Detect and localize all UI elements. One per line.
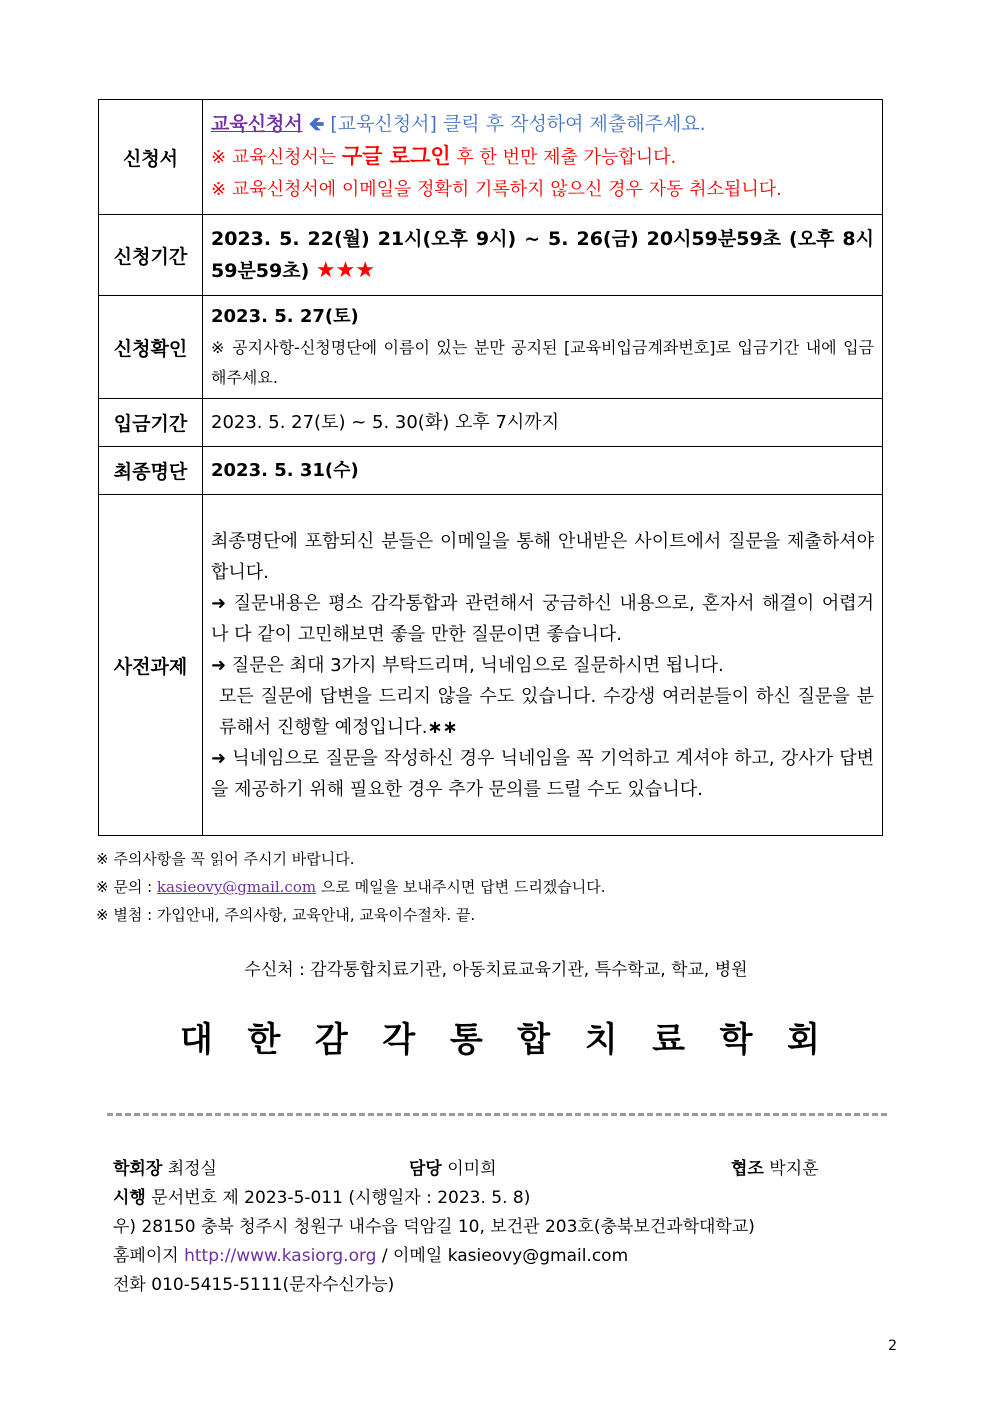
period-text: 2023. 5. 22(월) 21시(오후 9시) ~ 5. 26(금) 20시59분59초 (오후 8시 59분59초) [211, 228, 874, 282]
president-label: 학회장 [113, 1159, 163, 1179]
confirm-cell [203, 296, 883, 399]
confirm-date: 2023. 5. 27(토) [211, 306, 359, 327]
org-char: 각 [382, 1020, 416, 1060]
info-table [98, 99, 883, 836]
task-header: 사전과제 [99, 495, 203, 836]
period-header: 신청기간 [99, 215, 203, 296]
confirm-note: ※ 공지사항-신청명단에 이름이 있는 분만 공지된 [교육비입금계좌번호]로 입금기간 내에 입금해주세요. [211, 338, 874, 387]
note1-post: 후 한 번만 제출 가능합니다. [456, 147, 677, 168]
task-paragraph-4 [211, 681, 874, 743]
homepage-link[interactable]: http://www.kasiorg.org [184, 1246, 377, 1266]
homepage-label: 홈페이지 [113, 1246, 179, 1266]
recipient-line: 수신처 : 감각통합치료기관, 아동치료교육기관, 특수학교, 학교, 병원 [244, 960, 748, 980]
application-cell [203, 100, 883, 215]
note-inquiry [96, 873, 606, 901]
application-header: 신청서 [99, 100, 203, 215]
org-char: 학 [719, 1020, 753, 1060]
org-char: 감 [314, 1020, 348, 1060]
note-attachments: ※ 별첨 : 가입안내, 주의사항, 교육안내, 교육이수절차. 끝. [96, 906, 476, 924]
manager-name: 이미희 [447, 1159, 497, 1179]
inquiry-email-link[interactable]: kasieovy@gmail.com [156, 878, 317, 896]
left-arrow-icon: 🡸 [308, 113, 325, 135]
manager [409, 1155, 497, 1184]
org-char: 한 [247, 1020, 281, 1060]
president-name: 최정실 [167, 1159, 217, 1179]
org-char: 대 [180, 1020, 213, 1060]
issue-label: 시행 [113, 1188, 146, 1208]
assist [731, 1155, 819, 1184]
final-text: 2023. 5. 31(수) [203, 447, 883, 495]
note-inquiry-pre: ※ 문의 : [96, 878, 153, 896]
org-char: 료 [652, 1020, 686, 1060]
application-form-link[interactable]: 교육신청서 [211, 113, 303, 135]
footer-email: kasieovy@gmail.com [447, 1246, 629, 1266]
task-paragraph-4-text: 모든 질문에 답변을 드리지 않을 수도 있습니다. 수강생 여러분들이 하신 질문을 분류해서 진행할 예정입니다. [219, 685, 874, 738]
deposit-header: 입금기간 [99, 399, 203, 447]
page-number: 2 [888, 1338, 897, 1354]
dashed-divider [107, 1113, 887, 1116]
task-paragraph-1: 최종명단에 포함되신 분들은 이메일을 통해 안내받은 사이트에서 질문을 제출하셔야 합니다. [211, 530, 874, 583]
note-inquiry-post: 으로 메일을 보내주시면 답변 드리겠습니다. [320, 878, 606, 896]
assist-label: 협조 [731, 1159, 764, 1179]
final-header: 최종명단 [99, 447, 203, 495]
manager-label: 담당 [409, 1159, 442, 1179]
signatories-row [113, 1155, 833, 1184]
footer [113, 1155, 833, 1300]
email-label: / 이메일 [381, 1246, 443, 1266]
confirm-header: 신청확인 [99, 296, 203, 399]
period-cell [203, 215, 883, 296]
note1-pre: ※ 교육신청서는 [211, 147, 337, 168]
org-char: 치 [584, 1020, 618, 1060]
homepage-row [113, 1242, 833, 1271]
task-paragraph-3: ➜ 질문은 최대 3가지 부탁드리며, 닉네임으로 질문하시면 됩니다. [211, 654, 724, 676]
note2: ※ 교육신청서에 이메일을 정확히 기록하지 않으신 경우 자동 취소됩니다. [211, 179, 782, 200]
org-char: 회 [787, 1020, 820, 1060]
org-char: 합 [517, 1020, 551, 1060]
deposit-text: 2023. 5. 27(토) ~ 5. 30(화) 오후 7시까지 [203, 399, 883, 447]
star-icons: ★★★ [315, 258, 376, 283]
google-login-highlight: 구글 로그인 [341, 144, 451, 168]
phone: 전화 010-5415-5111(문자수신가능) [113, 1275, 395, 1295]
org-char: 통 [449, 1020, 483, 1060]
organization-name [180, 1012, 820, 1061]
task-cell [203, 495, 883, 836]
asterisk-marks: ∗∗ [427, 716, 458, 738]
issue-row [113, 1184, 833, 1213]
address: 우) 28150 충북 청주시 청원구 내수읍 덕암길 10, 보건관 203호(충북보건과학대학교) [113, 1217, 755, 1237]
notes [96, 845, 606, 929]
task-paragraph-2: ➜ 질문내용은 평소 감각통합과 관련해서 궁금하신 내용으로, 혼자서 해결이 어렵거나 다 같이 고민해보면 좋을 만한 질문이면 좋습니다. [211, 592, 874, 645]
note-read-carefully: ※ 주의사항을 꼭 읽어 주시기 바랍니다. [96, 850, 355, 868]
assist-name: 박지훈 [769, 1159, 819, 1179]
application-instruction: [교육신청서] 클릭 후 작성하여 제출해주세요. [330, 113, 706, 135]
president [113, 1155, 217, 1184]
issue-text: 문서번호 제 2023-5-011 (시행일자 : 2023. 5. 8) [151, 1188, 531, 1208]
task-paragraph-5: ➜ 닉네임으로 질문을 작성하신 경우 닉네임을 꼭 기억하고 계셔야 하고, 강사가 답변을 제공하기 위해 필요한 경우 추가 문의를 드릴 수도 있습니다. [211, 747, 874, 800]
